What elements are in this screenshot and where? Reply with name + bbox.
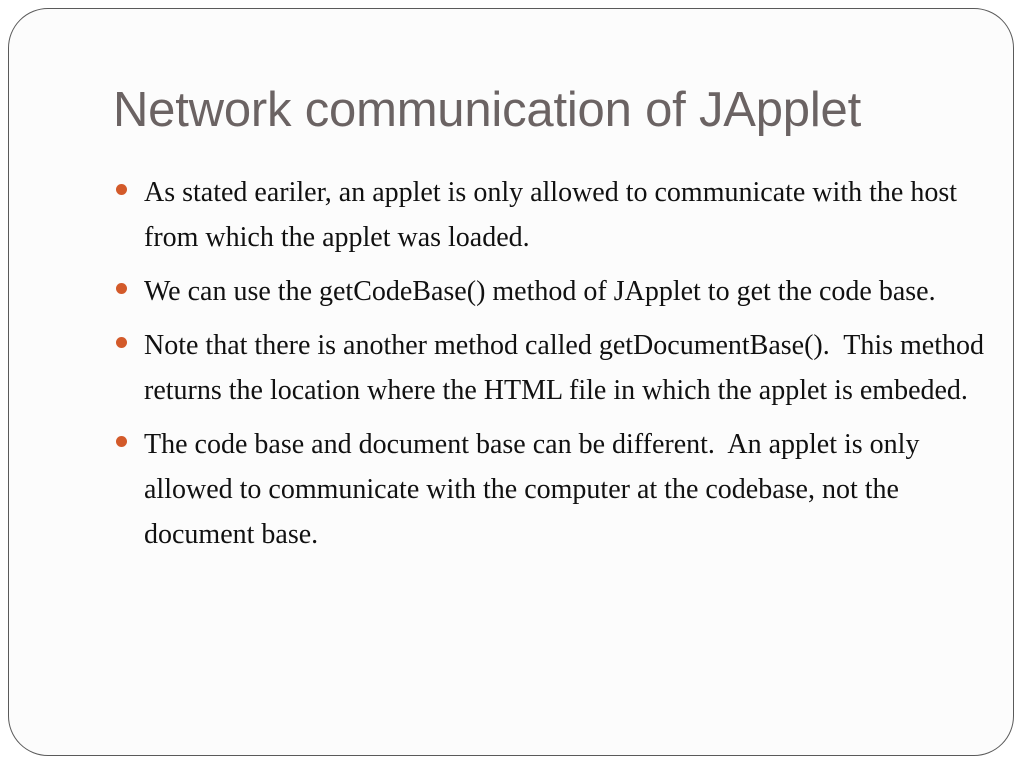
bullet-text: The code base and document base can be different. An applet is only allowed to communicate with the computer at the codebase, not the document base. — [144, 429, 927, 550]
bullet-item — [115, 323, 995, 413]
bullet-text: As stated eariler, an applet is only allowed to communicate with the host from which the applet was loaded. — [144, 177, 964, 253]
bullet-text: We can use the getCodeBase() method of JApplet to get the code base. — [144, 276, 936, 307]
bullet-list — [115, 170, 995, 566]
bullet-item — [115, 422, 995, 557]
bullet-dot-icon — [116, 337, 127, 348]
bullet-dot-icon — [116, 184, 127, 195]
bullet-text: Note that there is another method called getDocumentBase(). This method returns the location where the HTML file in which the applet is embeded. — [144, 330, 992, 406]
bullet-item — [115, 269, 995, 314]
bullet-dot-icon — [116, 436, 127, 447]
slide-title: Network communication of JApplet — [113, 83, 861, 137]
bullet-item — [115, 170, 995, 260]
bullet-dot-icon — [116, 283, 127, 294]
